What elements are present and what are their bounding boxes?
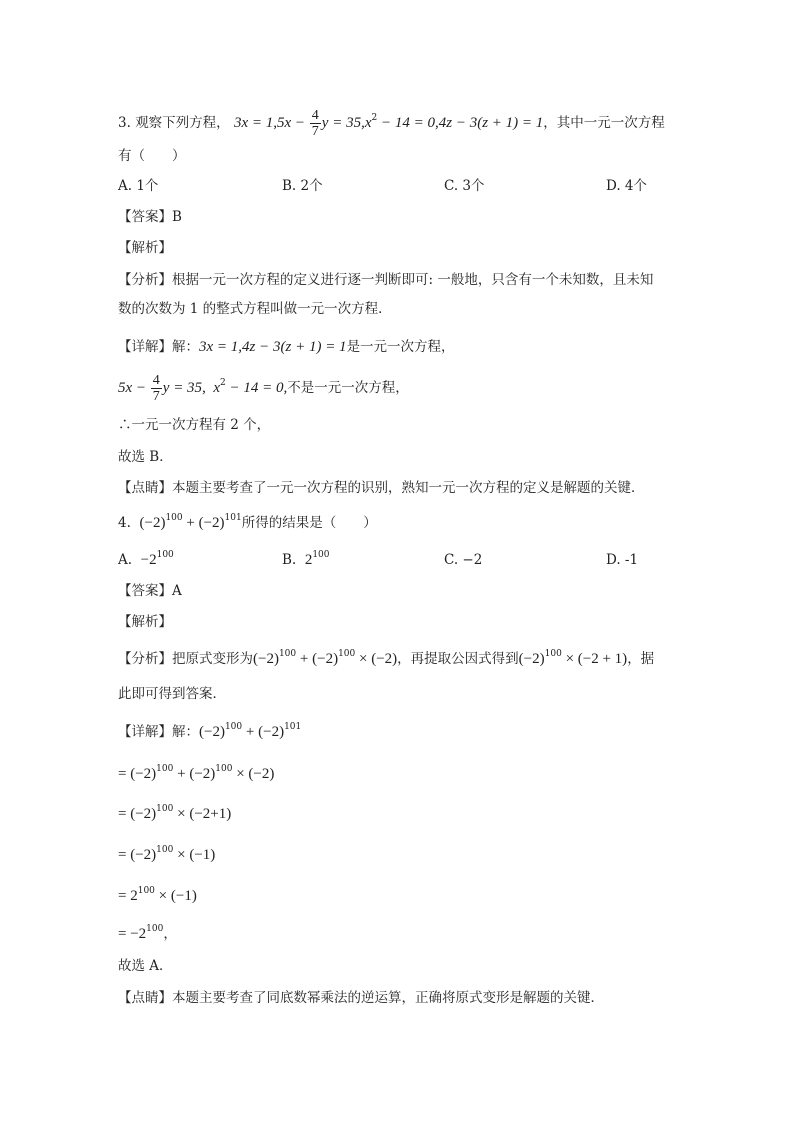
q3-count-line: ∴一元一次方程有 2 个， — [118, 417, 271, 433]
q3-xiangjie-tail: 是一元一次方程， — [346, 339, 455, 355]
q3-eq-e: − 14 = 0 — [377, 115, 435, 131]
q4-fenxi-line2: 此即可得到答案． — [118, 686, 226, 702]
q4-answer: 【答案】A — [118, 583, 182, 599]
q3-eq-c: y = 35 — [321, 115, 362, 131]
q4-stem-text: 所得的结果是（ ） — [241, 515, 377, 531]
q4-step-1: = $(-2)^{100} + (-2)^{100} \times (-2)$ — [118, 764, 275, 782]
q3-eq-a: 3x = 1 — [233, 115, 274, 131]
q3-option-b: B. 2个 — [282, 178, 323, 194]
q3-analysis-label: 【解析】 — [118, 240, 172, 256]
q4-option-c: C. −2 — [444, 552, 483, 568]
q3-stem-line2: 有（ ） — [118, 148, 186, 164]
q3-line2-fraction: $\frac{4}{7}$ — [152, 373, 160, 404]
q3-eq-d: x — [364, 115, 372, 131]
q4-option-b: B. $2^{100}$ — [282, 550, 330, 568]
q3-dianjing: 【点睛】本题主要考查了一元一次方程的识别，熟知一元一次方程的定义是解题的关键． — [118, 480, 645, 496]
q3-line2-tail: 不是一元一次方程， — [287, 380, 409, 396]
q4-step-5: = $-2^{100}$， — [118, 924, 177, 942]
q3-stem-line: 3. 观察下列方程， 3x = 1,5x − $\frac{4}{7}$ $y = 35,x^2 - 14 = 0,4z - 3(z + 1) = 1$，其中一元一次方程 — [118, 108, 665, 139]
q3-stem-text: 观察下列方程， — [135, 115, 230, 131]
q3-eq-b: 5x − — [277, 115, 309, 131]
q3-number: 3. — [118, 115, 131, 131]
q4-dianjing: 【点睛】本题主要考查了同底数幂乘法的逆运算，正确将原式变形是解题的关键． — [118, 990, 604, 1006]
q3-fenxi-line2: 数的次数为 1 的整式方程叫做一元一次方程． — [118, 301, 392, 317]
q3-xiangjie-line — [118, 337, 455, 357]
q3-choose: 故选 B． — [118, 449, 173, 465]
q3-fenxi-line1: 【分析】根据一元一次方程的定义进行逐一判断即可: 一般地，只含有一个未知数，且未知 — [118, 272, 654, 288]
q4-fenxi-line1: 【分析】把原式变形为$(-2)^{100} + (-2)^{100} \times (-2)$，再提取公因式得到$(-2)^{100} \times (-2 + 1)$，据 — [118, 649, 655, 667]
q4-number: 4. — [118, 515, 131, 531]
q3-xiangjie-label: 【详解】解： — [118, 339, 199, 355]
q4-stem-line: 4. $(-2)^{100} + (-2)^{101}$所得的结果是（ ） — [118, 513, 377, 531]
q3-option-d: D. 4个 — [606, 178, 648, 194]
q3-xiangjie-eq: 3x = 1,4z − 3(z + 1) = 1 — [199, 339, 347, 355]
q4-analysis-label: 【解析】 — [118, 614, 172, 630]
q4-choose: 故选 A． — [118, 958, 173, 974]
q3-xiangjie-line2: 5x − $\frac{4}{7}$ y = 35, $x^2 - 14 = 0$,不是一元一次方程， — [118, 373, 409, 404]
q3-option-c: C. 3个 — [444, 178, 485, 194]
q3-answer: 【答案】B — [118, 209, 182, 225]
q4-step-3: = $(-2)^{100} \times (-1)$ — [118, 845, 216, 863]
q4-option-d: D. -1 — [606, 552, 639, 568]
q4-step-4: = $2^{100} \times (-1)$ — [118, 886, 197, 904]
q4-option-a: A. $-2^{100}$ — [118, 550, 174, 568]
q3-eq-f: 4z − 3(z + 1) = 1 — [438, 115, 544, 131]
q4-step-2: = $(-2)^{100} \times (-2+1)$ — [118, 804, 232, 822]
q4-xiangjie-line: 【详解】解：$(-2)^{100} + (-2)^{101}$ — [118, 722, 302, 740]
q3-option-a: A. 1个 — [118, 178, 159, 194]
q3-fraction: $\frac{4}{7}$ — [311, 108, 319, 139]
q3-stem-end: ，其中一元一次方程 — [543, 115, 665, 131]
